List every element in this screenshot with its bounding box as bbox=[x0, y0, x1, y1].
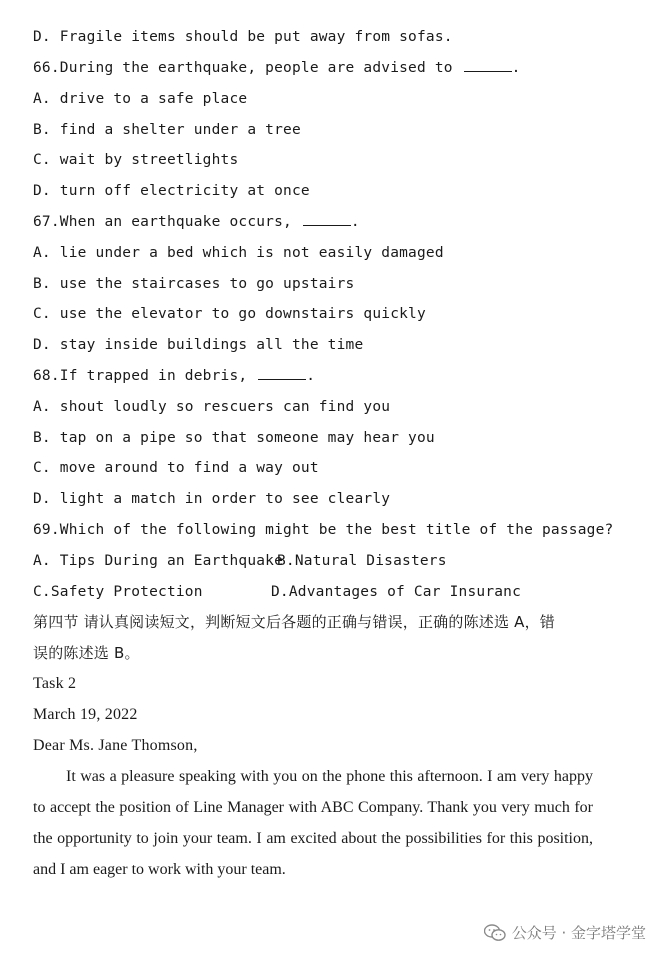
letter-greeting: Dear Ms. Jane Thomson, bbox=[33, 737, 198, 754]
q65-option-d: D. Fragile items should be put away from sofas. bbox=[33, 29, 453, 45]
q67-option-d: D. stay inside buildings all the time bbox=[33, 337, 364, 353]
answer-blank bbox=[303, 213, 351, 226]
q68-text: 68.If trapped in debris, bbox=[33, 368, 248, 384]
wechat-icon bbox=[484, 924, 506, 942]
q67-option-b: B. use the staircases to go upstairs bbox=[33, 276, 355, 292]
q69-option-a: A. Tips During an Earthquake bbox=[33, 553, 284, 569]
section-instruction-line-2: 误的陈述选 B。 bbox=[33, 644, 140, 662]
letter-body: It was a pleasure speaking with you on the phone this afternoon. I am very happy to accept the position of Line Manager with ABC Company. Thank you very much for the opportunity to join your team. I am excited about the possibilities for this position, and I am eager to work with your team. bbox=[33, 768, 593, 878]
watermark-text: 公众号 · 金字塔学堂 bbox=[511, 924, 646, 942]
q68-stem bbox=[33, 366, 315, 386]
period: . bbox=[511, 60, 521, 76]
answer-blank bbox=[464, 59, 512, 72]
q66-option-c: C. wait by streetlights bbox=[33, 152, 239, 168]
q68-option-b: B. tap on a pipe so that someone may hear you bbox=[33, 430, 435, 446]
q68-option-d: D. light a match in order to see clearly bbox=[33, 491, 391, 507]
q66-option-d: D. turn off electricity at once bbox=[33, 183, 310, 199]
q67-stem bbox=[33, 212, 360, 232]
q69-option-c: C.Safety Protection bbox=[33, 584, 203, 600]
section-instruction-line-1: 第四节 请认真阅读短文，判断短文后各题的正确与错误，正确的陈述选 A，错 bbox=[33, 613, 556, 631]
answer-blank bbox=[258, 367, 306, 380]
q69-option-d: D.Advantages of Car Insuranc bbox=[271, 584, 522, 600]
q67-option-a: A. lie under a bed which is not easily damaged bbox=[33, 245, 444, 261]
q67-text: 67.When an earthquake occurs, bbox=[33, 214, 292, 230]
q66-option-a: A. drive to a safe place bbox=[33, 91, 248, 107]
q67-option-c: C. use the elevator to go downstairs quickly bbox=[33, 306, 426, 322]
period: . bbox=[306, 368, 316, 384]
letter-date: March 19, 2022 bbox=[33, 706, 138, 723]
q68-option-a: A. shout loudly so rescuers can find you bbox=[33, 399, 391, 415]
period: . bbox=[350, 214, 360, 230]
q66-stem bbox=[33, 58, 521, 78]
q68-option-c: C. move around to find a way out bbox=[33, 460, 319, 476]
watermark bbox=[484, 922, 646, 943]
task-heading: Task 2 bbox=[33, 675, 77, 692]
q66-text: 66.During the earthquake, people are advised to bbox=[33, 60, 453, 76]
q66-option-b: B. find a shelter under a tree bbox=[33, 122, 301, 138]
q69-option-b: B.Natural Disasters bbox=[277, 553, 447, 569]
q69-stem: 69.Which of the following might be the best title of the passage? bbox=[33, 522, 614, 538]
